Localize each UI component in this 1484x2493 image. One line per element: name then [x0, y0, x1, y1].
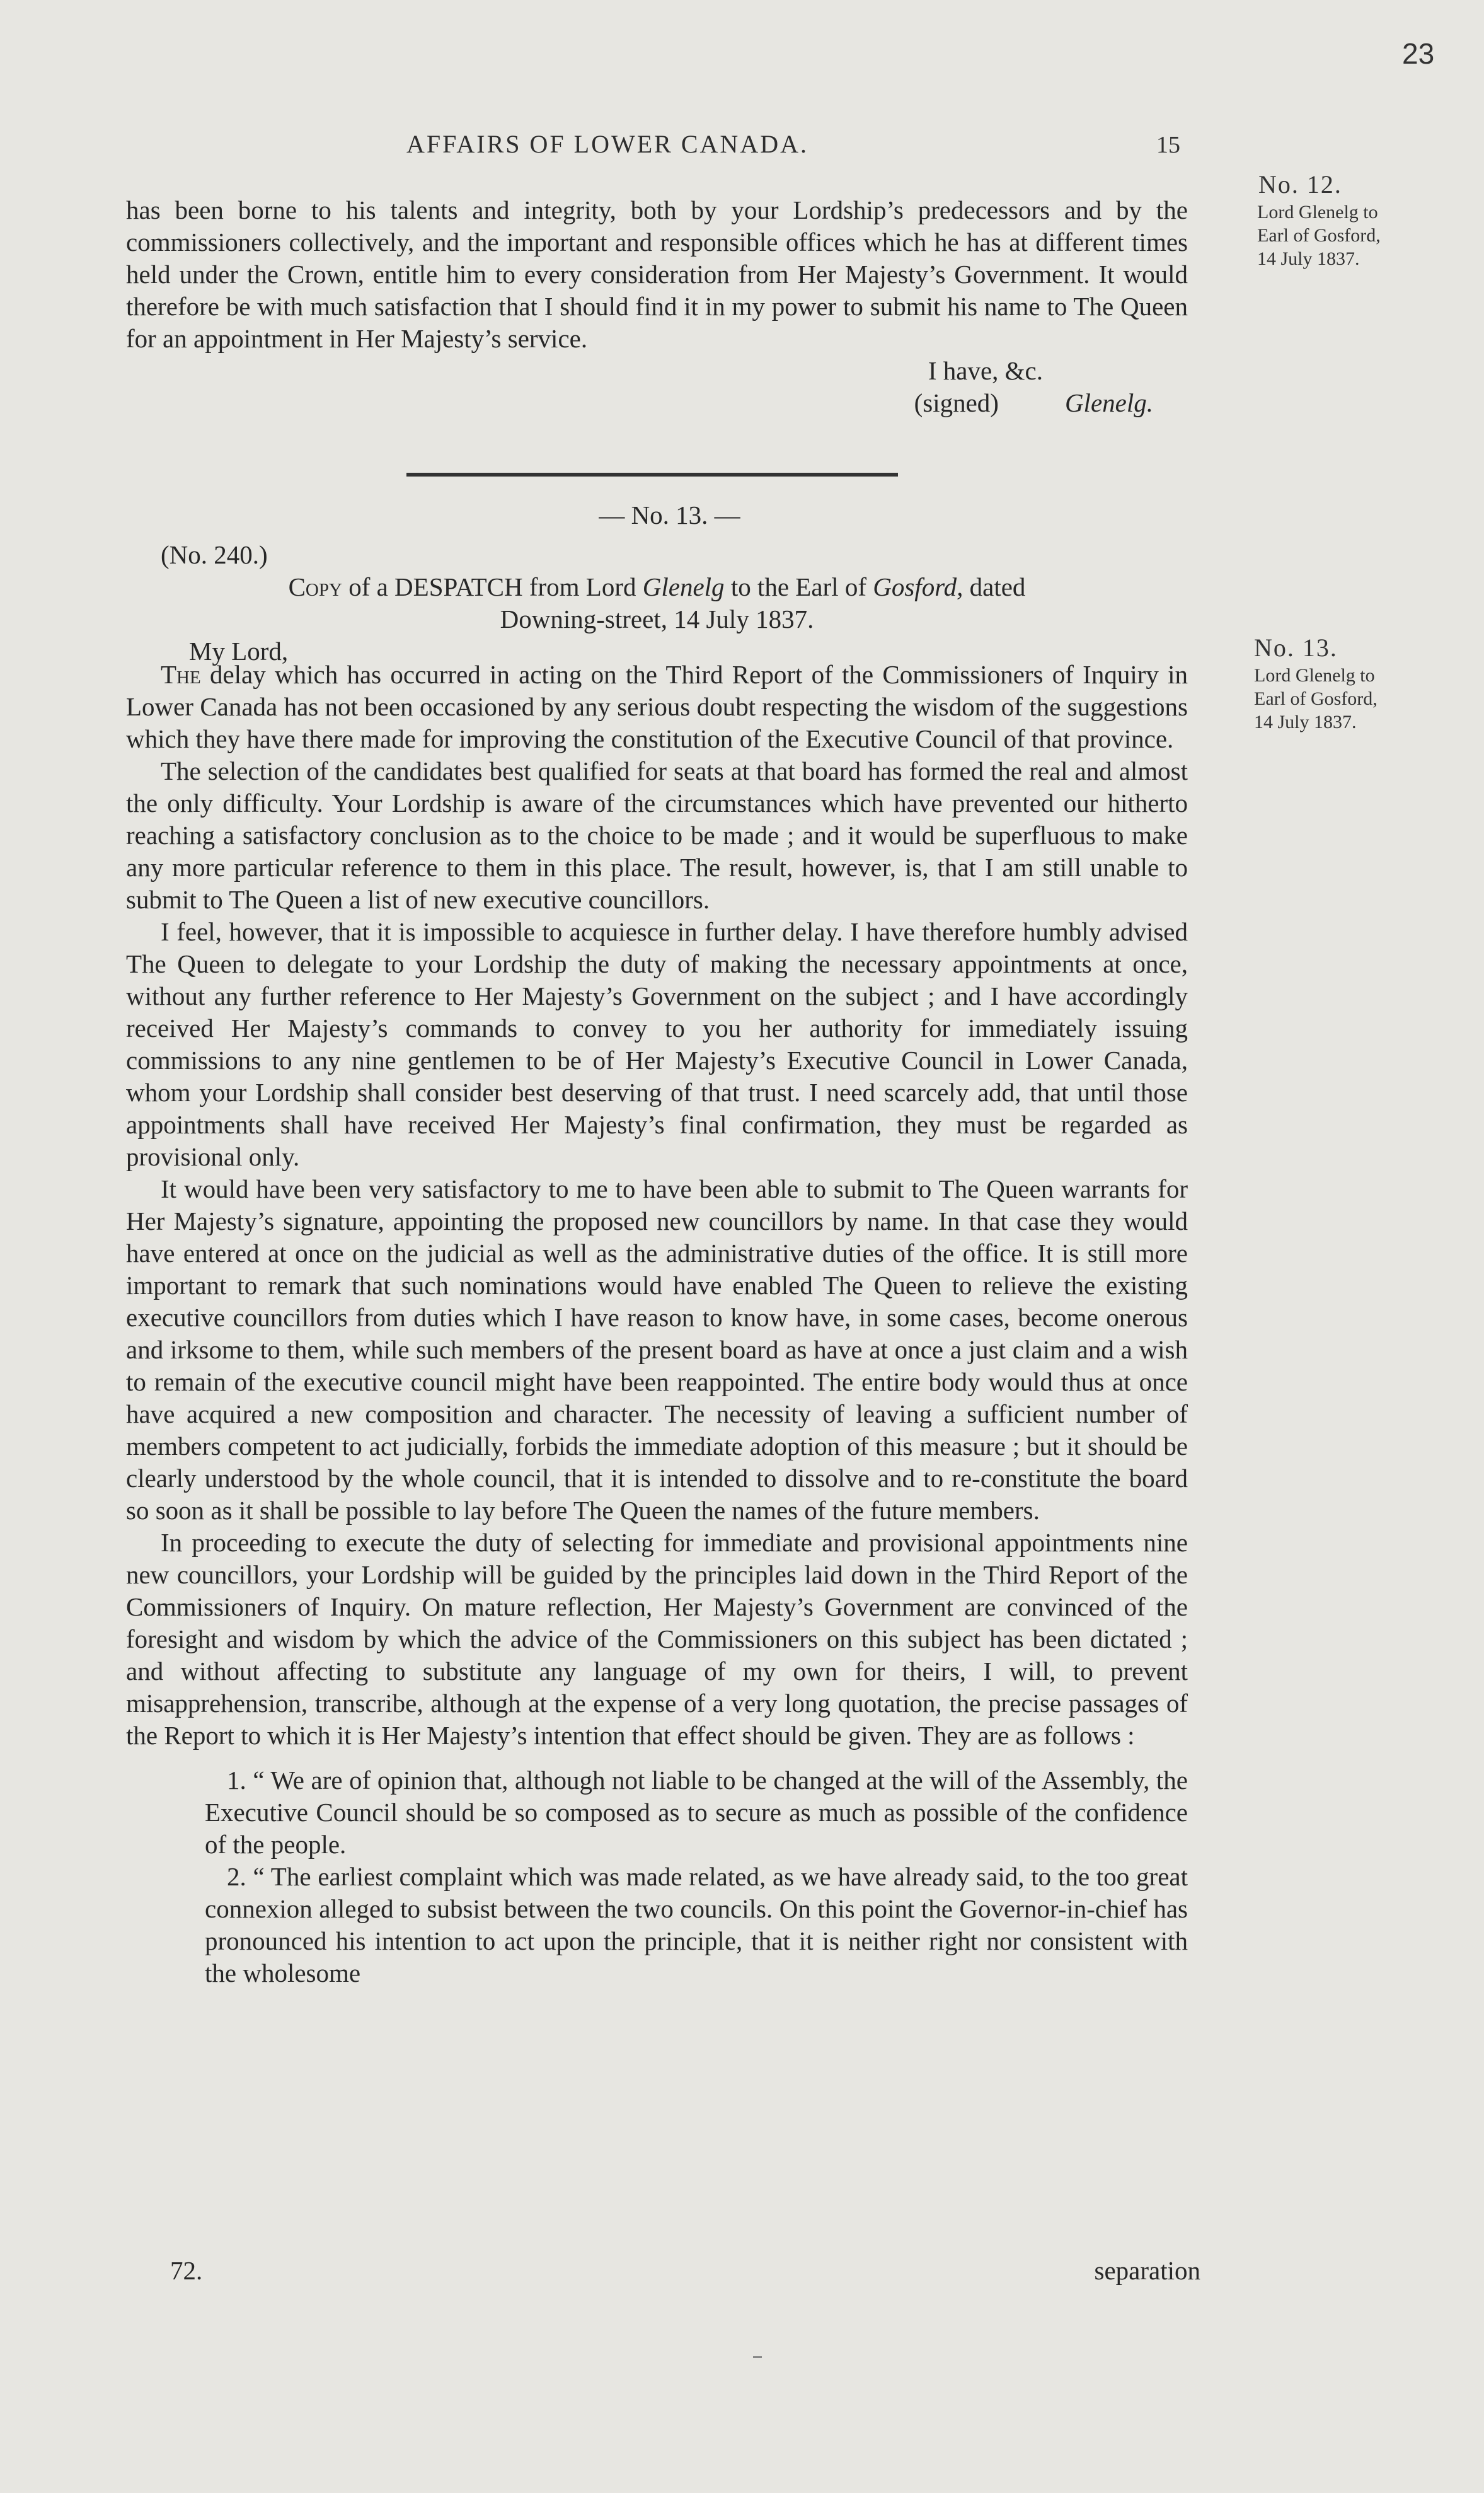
margin-note-line: Earl of Gosford,	[1257, 225, 1381, 246]
intro-paragraph: has been borne to his talents and integrity, both by your Lordship’s predecessors and by the commissioners collectively, and the important and responsible offices which he has at different times held under the Crown, entitle him to every consideration from Her Majesty’s Government. It would therefore be with much satisfaction that I should find it in my power to submit his name to The Queen for an appointment in Her Majesty’s service.	[126, 195, 1188, 353]
margin-note-line: 14 July 1837.	[1254, 712, 1357, 732]
paragraph-1: The delay which has occurred in acting on the Third Report of the Commissioners of Inquiry in Lower Canada has not been occasioned by any serious doubt respecting the wisdom of the suggestions which they have there made for improving the constitution of the Executive Council of that province.	[126, 660, 1188, 753]
despatch-number: (No. 240.)	[161, 540, 268, 569]
section-heading: — No. 13. —	[599, 500, 740, 529]
running-title: AFFAIRS OF LOWER CANADA.	[406, 130, 808, 158]
despatch-body	[126, 659, 1188, 1989]
folio-number: 15	[1156, 132, 1180, 158]
margin-note-no-12	[1257, 169, 1381, 270]
margin-note-line: Earl of Gosford,	[1254, 688, 1378, 709]
intro-section	[126, 194, 1188, 419]
closing: I have, &c.	[928, 356, 1043, 385]
salutation: My Lord,	[189, 637, 289, 666]
margin-note-number: No. 12.	[1258, 170, 1342, 199]
page-number: 23	[1402, 37, 1435, 70]
margin-note-number: No. 13.	[1254, 633, 1338, 662]
signed-label: (signed)	[914, 388, 999, 417]
margin-note-line: 14 July 1837.	[1257, 248, 1360, 269]
paragraph-3: I feel, however, that it is impossible to acquiesce in further delay. I have therefore humbly advised The Queen to delegate to your Lordship the duty of making the necessary appointments at once, without any further reference to Her Majesty’s Government on the subject ; and I have accordingly received Her Majesty’s commands to convey to you her authority for immediately issuing commissions to any nine gentlemen to be of Her Majesty’s Executive Council in Lower Canada, whom your Lordship shall consider best deserving of that trust. I need scarcely add, that until those appointments shall have received Her Majesty’s final confirmation, they must be regarded as provisional only.	[126, 917, 1188, 1171]
quote-2: 2. “ The earliest complaint which was made related, as we have already said, to the too great connexion alleged to subsist between the two councils. On this point the Governor-in-chief has pronounced his intention to act upon the principle, that it is neither right nor consistent with the wholesome	[205, 1862, 1188, 1987]
margin-note-no-13	[1254, 632, 1378, 734]
catchword: separation	[1094, 2256, 1200, 2285]
despatch-title: Copy of a DESPATCH from Lord Glenelg to the Earl of Gosford, dated	[288, 572, 1026, 601]
paragraph-2: The selection of the candidates best qualified for seats at that board has formed the real and almost the only difficulty. Your Lordship is aware of the circumstances which have prevented our hitherto reaching a satisfactory conclusion as to the choice to be made ; and it would be superfluous to make any more particular reference to them in this place. The result, however, is, that I am still unable to submit to The Queen a list of new executive councillors.	[126, 756, 1188, 914]
divider-rule	[406, 473, 898, 477]
quotation	[126, 1764, 1188, 1989]
signature-mark: 72.	[170, 2256, 203, 2285]
center-mark	[753, 2356, 762, 2358]
margin-note-line: Lord Glenelg to	[1254, 665, 1375, 686]
despatch-heading	[126, 499, 1188, 668]
margin-note-line: Lord Glenelg to	[1257, 202, 1378, 223]
signature-line	[126, 387, 1188, 419]
despatch-date: Downing-street, 14 July 1837.	[500, 604, 814, 633]
signature: Glenelg.	[1064, 388, 1153, 417]
paragraph-5: In proceeding to execute the duty of selecting for immediate and provisional appointments nine new councillors, your Lordship will be guided by the principles laid down in the Third Report of the Commissioners of Inquiry. On mature reflection, Her Majesty’s Government are convinced of the foresight and wisdom by which the advice of the Commissioners on this subject has been dictated ; and without affecting to substitute any language of my own for theirs, I will, to prevent misapprehension, transcribe, although at the expense of a very long quotation, the precise passages of the Report to which it is Her Majesty’s intention that effect should be given. They are as follows :	[126, 1528, 1188, 1750]
page-footer	[170, 2255, 1200, 2286]
quote-1: 1. “ We are of opinion that, although not liable to be changed at the will of the Assembly, the Executive Council should be so composed as to secure as much as possible of the confidence of the people.	[205, 1766, 1188, 1859]
paragraph-4: It would have been very satisfactory to me to have been able to submit to The Queen warrants for Her Majesty’s signature, appointing the proposed new councillors by name. In that case they would have entered at once on the judicial as well as the administrative duties of the office. It is still more important to remark that such nominations would have enabled The Queen to relieve the existing executive councillors from duties which I have reason to know have, in some cases, become onerous and irksome to them, while such members of the present board as have at once a just claim and a wish to remain of the executive council might have been reappointed. The entire body would thus at once have acquired a new composition and character. The necessity of leaving a sufficient number of members competent to act judicially, forbids the immediate adoption of this measure ; but it should be clearly understood by the whole council, that it is intended to dissolve and to re-constitute the board so soon as it shall be possible to lay before The Queen the names of the future members.	[126, 1174, 1188, 1525]
